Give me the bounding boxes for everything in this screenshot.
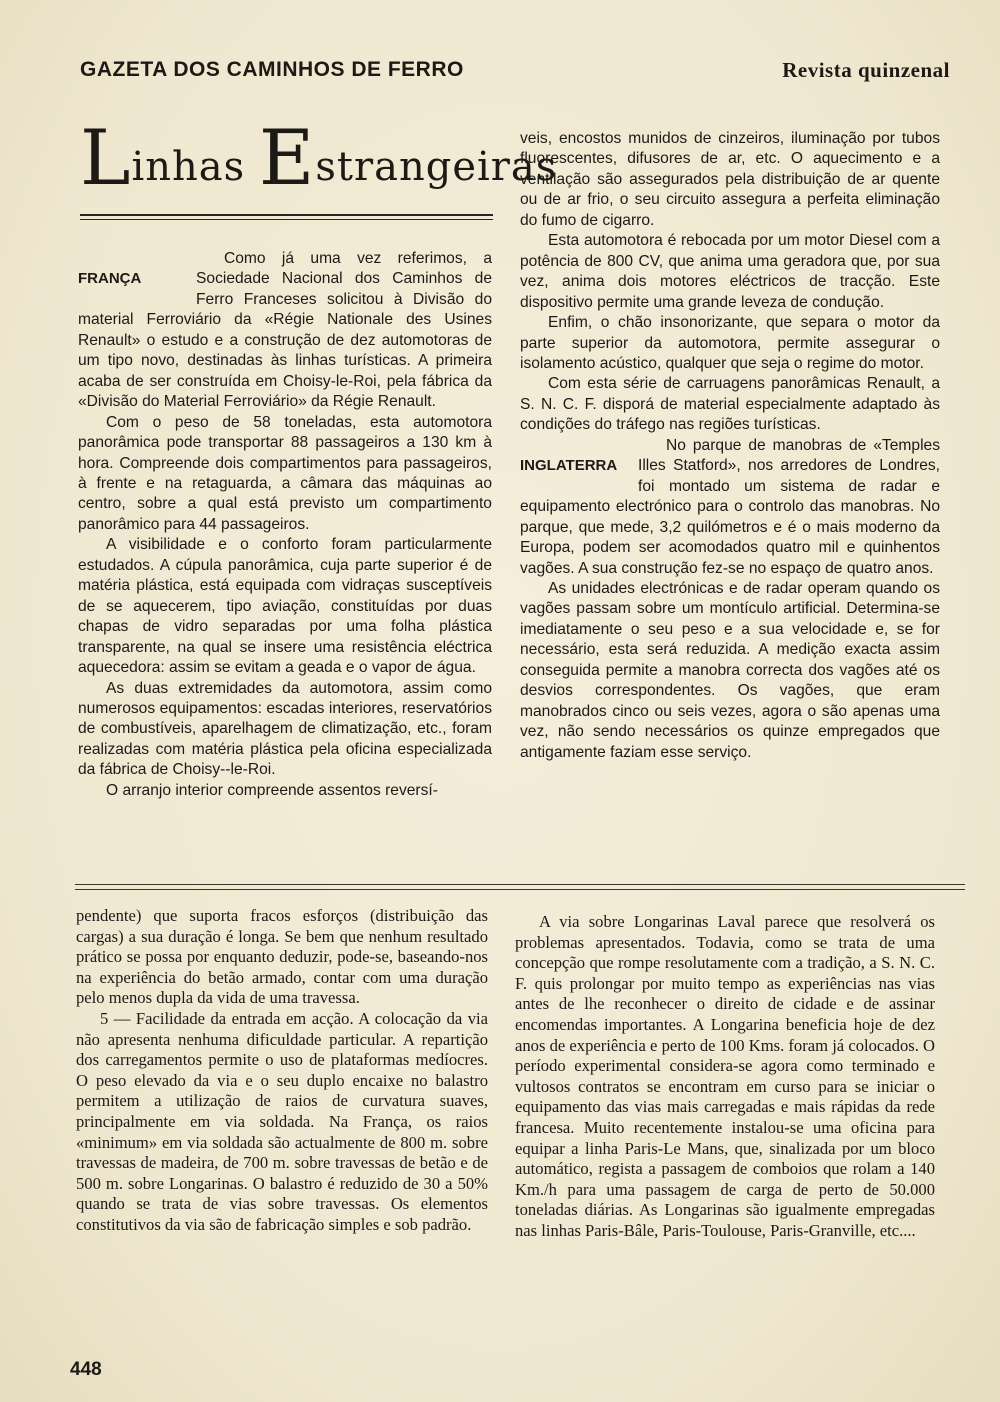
subheading-franca: FRANÇA [78,270,142,287]
continued-column-left [76,906,488,1236]
section-divider [75,889,965,890]
paragraph: As duas extremidades da automotora, assim como numerosos equipamentos: escadas interiores, reservatórios de combustíveis, aparelhagem de climatização, etc., foram realizadas com matéria plástica pela oficina especializada da fábrica de Choisy--le-Roi. [78,679,492,779]
title-initial-e: E [258,113,316,202]
paragraph: Esta automotora é rebocada por um motor Diesel com a potência de 800 CV, que anima uma geradora que, por sua vez, anima dois motores eléctricos de tracção. Este dispositivo permite uma grande leveza de condução. [520,232,940,311]
article-title [80,113,558,220]
section-divider [75,884,965,885]
paragraph: A via sobre Longarinas Laval parece que resolverá os problemas apresentados. Todavia, como se trata de uma concepção que rompe resolutamente com a tradição, a S. N. C. F. quis prolongar por muito tempo as experiências nas vias antes de lhe reconhecer o direito de cidade e de assinar encomendas importantes. A Longarina beneficia hoje de dez anos de experiência e perto de 100 Kms. foram já colocados. O período experimental considera-se agora como terminado e vultosos contratos se encontram em curso para se iniciar o equipamento das vias mais carregadas e mais rápidas da rede francesa. Muito recentemente instalou-se uma oficina para equipar a linha Paris-Le Mans, que, sinalizada por um bloco automático, regista a passagem de comboios que rolam a 140 Km./h para uma passagem de carga de perto de 50.000 toneladas diárias. As Longarinas são igualmente empregadas nas linhas Paris-Bâle, Paris-Toulouse, Paris-Granville, etc.... [515,912,935,1240]
running-header-subtitle: Revista quinzenal [782,58,950,82]
paragraph: pendente) que suporta fracos esforços (distribuição das cargas) a sua duração é longa. Se bem que nenhum resultado prático se possa por enquanto deduzir, pode-se, baseando-nos na experiência do betão armado, contar com uma duração pelo menos dupla da vida de uma travessa. [76,906,488,1008]
title-word-2: strangeiras [315,144,558,190]
paragraph: Enfim, o chão insonorizante, que separa o motor da parte superior da automotora, permite assegurar o isolamento acústico, qualquer que seja o regime do motor. [520,314,940,372]
paragraph: 5 — Facilidade da entrada em acção. A colocação da via não apresenta nenhuma dificuldade particular. A repartição dos carregamentos permite o uso de plataformas medíocres. O peso elevado da via e o seu duplo encaixe no balastro permitem a utilização de raios de curvatura suaves, principalmente em via soldada. Na França, os raios «minimum» em via soldada são actualmente de 800 m. sobre travessas de madeira, de 700 m. sobre travessas de betão e de 500 m. sobre Longarinas. O balastro é reduzido de 30 a 50% quando se trata de vias sobre travessas. Os elementos constitutivos da via são de fabricação simples e sob padrão. [76,1008,488,1234]
paragraph: As unidades electrónicas e de radar operam quando os vagões passam sobre um montículo artificial. Determina-se imediatamente o seu peso e a sua velocidade e, se for necessário, esta será reduzida. A medição exacta assim conseguida permite a manobra correcta dos vagões até os desvios correspondentes. Os vagões, que eram manobrados cinco ou seis vezes, agora o são apenas uma vez, não sendo necessários os quinze empregados que antigamente faziam esse serviço. [520,579,940,761]
running-header-title: GAZETA DOS CAMINHOS DE FERRO [80,58,464,81]
article-column-left [78,249,492,801]
paragraph: Como já uma vez referimos, a Sociedade Nacional dos Caminhos de Ferro Franceses solicitou à Divisão do material Ferroviário da «Régie Nationale des Usines Renault» o estudo e a construção de dez automotoras de um tipo novo, destinadas às linhas turísticas. A primeira acaba de ser construída em Choisy-le-Roi, pela fábrica da «Divisão do Material Ferroviário» da Régie Renault. [78,250,492,411]
paragraph: Com esta série de carruagens panorâmicas Renault, a S. N. C. F. disporá de material especialmente adaptado às condições do tráfego nas regiões turísticas. [520,375,940,434]
paragraph: Com o peso de 58 toneladas, esta automotora panorâmica pode transportar 88 passageiros a 130 km à hora. Compreende dois compartimentos para passageiros, à frente e na retaguarda, a câmara das máquinas ao centro, sobre a qual está previsto um compartimento panorâmico para 44 passageiros. [78,413,492,533]
paragraph: O arranjo interior compreende assentos reversí- [106,781,438,799]
continued-column-right [515,912,935,1242]
paragraph: A visibilidade e o conforto foram particularmente estudados. A cúpula panorâmica, cuja parte superior é de matéria plástica, está equipada com vidraças susceptíveis de se aquecerem, tipo aviação, constituídas por duas chapas de vidro separadas por uma folha plástica transparente, na qual se insere uma resistência eléctrica aquecedora: assim se evitam a geada e o vapor de água. [78,536,492,677]
paragraph: veis, encostos munidos de cinzeiros, iluminação por tubos fluorescentes, difusores de ar, etc. O aquecimento e a ventilação são assegurados pela distribuição de ar quente ou de ar frio, o seu circuito assegura a perfeita eliminação do fumo de cigarro. [520,130,940,229]
title-rule-thick [80,214,493,216]
title-rule-thin [80,219,493,220]
page-number: 448 [70,1359,102,1380]
title-initial-l: L [80,113,132,202]
article-column-right [520,129,940,763]
paragraph: No parque de manobras de «Temples Illes Statford», nos arredores de Londres, foi montado um sistema de radar e equipamento electrónico para o controlo das manobras. No parque, que mede, 3,2 quilómetros e é o mais moderno da Europa, podem ser acomodados quatro mil e quinhentos vagões. A sua construção fez-se no espaço de quatro anos. [520,436,940,577]
title-word-1: inhas [131,144,246,190]
subheading-inglaterra: INGLATERRA [520,456,618,474]
